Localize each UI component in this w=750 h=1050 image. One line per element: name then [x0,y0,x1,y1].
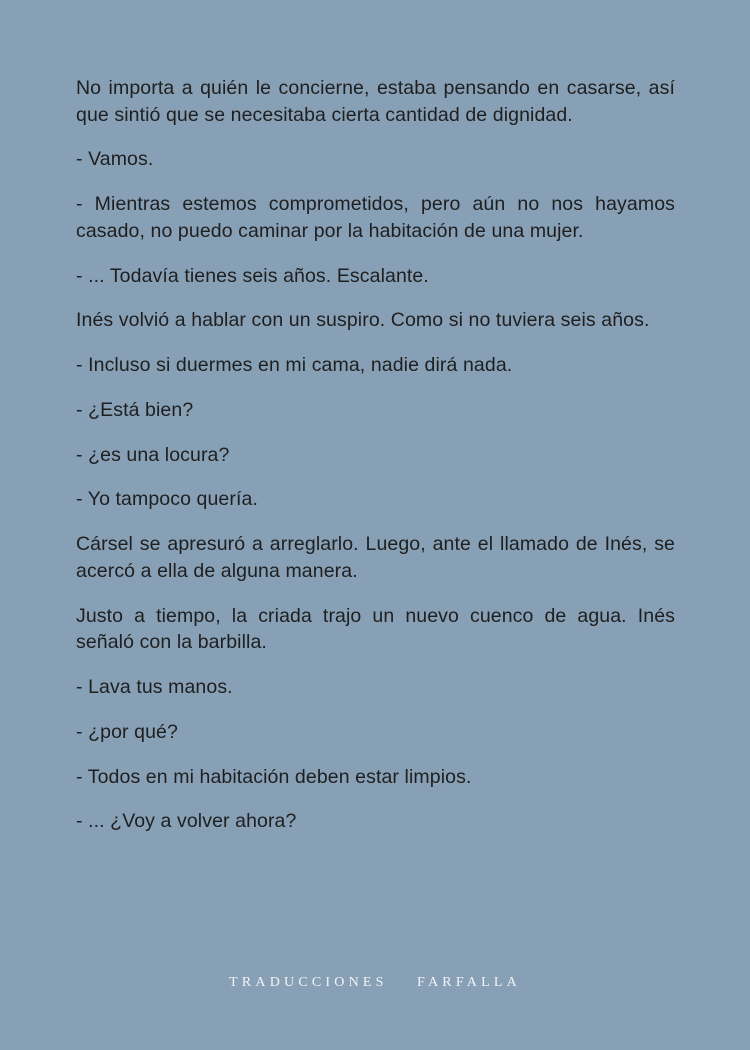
paragraph: - Vamos. [76,148,154,171]
paragraph: - Mientras estemos comprometidos, pero aún no nos hayamos casado, no puedo caminar por la habitación de una mujer. [76,193,675,242]
paragraph: - ¿Está bien? [76,398,194,421]
paragraph: - Incluso si duermes en mi cama, nadie dirá nada. [76,354,513,377]
paragraph: - Todos en mi habitación deben estar limpios. [76,765,472,788]
footer-word-farfalla: FARFALLA [417,975,521,990]
paragraph: Cársel se apresuró a arreglarlo. Luego, ante el llamado de Inés, se acercó a ella de alguna manera. [76,533,675,582]
footer-word-traducciones: TRADUCCIONES [229,975,388,990]
paragraph: Justo a tiempo, la criada trajo un nuevo cuenco de agua. Inés señaló con la barbilla. [76,604,675,654]
paragraph: - ¿por qué? [76,720,178,743]
paragraph: No importa a quién le concierne, estaba pensando en casarse, así que sintió que se necesitaba cierta cantidad de dignidad. [76,77,675,126]
paragraph: - ... ¿Voy a volver ahora? [76,810,297,833]
paragraph: Inés volvió a hablar con un suspiro. Como si no tuviera seis años. [76,309,650,332]
paragraph: - Lava tus manos. [76,675,233,698]
paragraph: - Yo tampoco quería. [76,488,258,511]
paragraph: - ¿es una locura? [76,443,230,466]
document-body [76,75,675,853]
paragraph: - ... Todavía tienes seis años. Escalante. [76,264,429,287]
footer-credit [0,975,750,991]
